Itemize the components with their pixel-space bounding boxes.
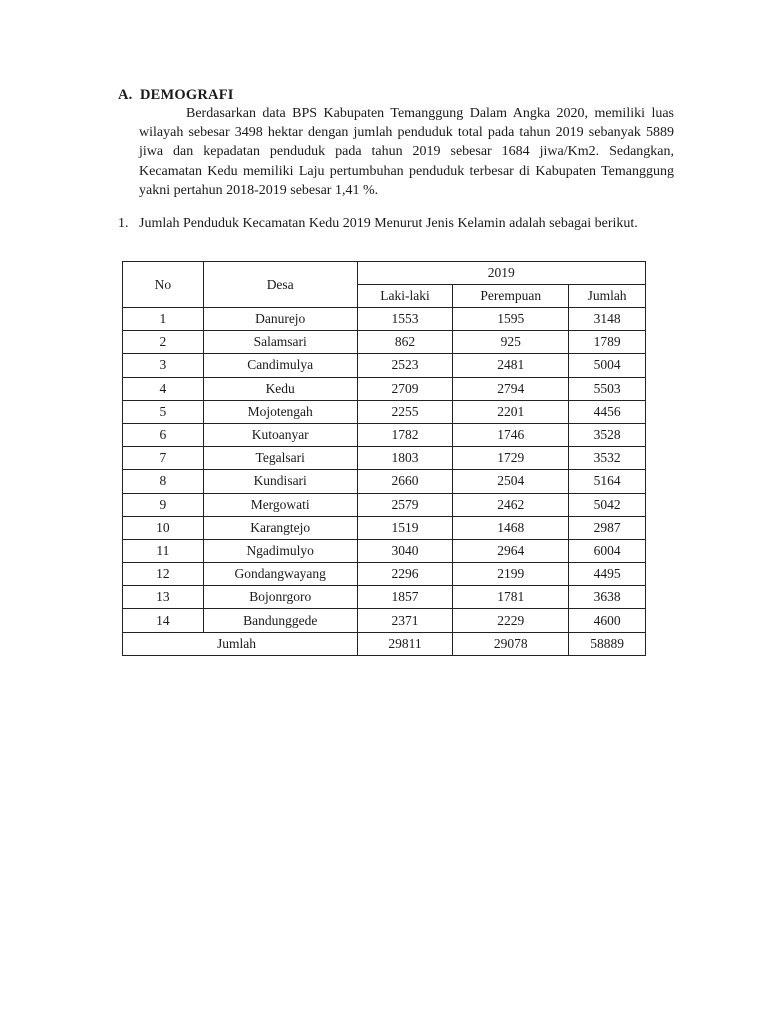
list-item-1 <box>118 214 658 233</box>
cell-perempuan: 2199 <box>453 563 569 586</box>
table-row <box>123 423 646 446</box>
cell-desa: Salamsari <box>203 331 357 354</box>
cell-jumlah: 2987 <box>569 516 646 539</box>
population-table <box>122 261 646 656</box>
header-desa: Desa <box>203 262 357 308</box>
cell-no: 8 <box>123 470 204 493</box>
cell-desa: Kedu <box>203 377 357 400</box>
cell-no: 1 <box>123 308 204 331</box>
cell-laki: 2523 <box>357 354 453 377</box>
cell-no: 14 <box>123 609 204 632</box>
table-row <box>123 539 646 562</box>
table-row <box>123 331 646 354</box>
total-jumlah: 58889 <box>569 632 646 655</box>
header-jumlah: Jumlah <box>569 285 646 308</box>
table-row <box>123 586 646 609</box>
cell-perempuan: 2964 <box>453 539 569 562</box>
cell-laki: 1782 <box>357 423 453 446</box>
header-perempuan: Perempuan <box>453 285 569 308</box>
cell-no: 10 <box>123 516 204 539</box>
cell-perempuan: 1781 <box>453 586 569 609</box>
cell-jumlah: 3528 <box>569 423 646 446</box>
cell-no: 9 <box>123 493 204 516</box>
section-title: DEMOGRAFI <box>140 87 234 103</box>
cell-no: 7 <box>123 447 204 470</box>
cell-desa: Kutoanyar <box>203 423 357 446</box>
list-item-number: 1. <box>118 216 129 231</box>
header-year: 2019 <box>357 262 645 285</box>
total-label: Jumlah <box>123 632 358 655</box>
cell-perempuan: 1746 <box>453 423 569 446</box>
table-row <box>123 563 646 586</box>
cell-perempuan: 2504 <box>453 470 569 493</box>
cell-jumlah: 1789 <box>569 331 646 354</box>
cell-laki: 2579 <box>357 493 453 516</box>
cell-desa: Mergowati <box>203 493 357 516</box>
total-perempuan: 29078 <box>453 632 569 655</box>
cell-desa: Bojonrgoro <box>203 586 357 609</box>
cell-laki: 2255 <box>357 400 453 423</box>
cell-laki: 1553 <box>357 308 453 331</box>
total-laki: 29811 <box>357 632 453 655</box>
header-no: No <box>123 262 204 308</box>
cell-laki: 3040 <box>357 539 453 562</box>
cell-no: 11 <box>123 539 204 562</box>
cell-jumlah: 4600 <box>569 609 646 632</box>
table-total-row <box>123 632 646 655</box>
cell-laki: 1803 <box>357 447 453 470</box>
cell-jumlah: 3148 <box>569 308 646 331</box>
cell-no: 12 <box>123 563 204 586</box>
cell-laki: 1857 <box>357 586 453 609</box>
table-row <box>123 493 646 516</box>
cell-jumlah: 5042 <box>569 493 646 516</box>
cell-perempuan: 925 <box>453 331 569 354</box>
cell-jumlah: 5503 <box>569 377 646 400</box>
cell-no: 6 <box>123 423 204 446</box>
header-laki: Laki-laki <box>357 285 453 308</box>
cell-jumlah: 5164 <box>569 470 646 493</box>
table-row <box>123 609 646 632</box>
table-row <box>123 470 646 493</box>
cell-no: 13 <box>123 586 204 609</box>
cell-perempuan: 1729 <box>453 447 569 470</box>
cell-no: 2 <box>123 331 204 354</box>
cell-laki: 2709 <box>357 377 453 400</box>
table-row <box>123 400 646 423</box>
cell-desa: Danurejo <box>203 308 357 331</box>
cell-laki: 2660 <box>357 470 453 493</box>
table-row <box>123 516 646 539</box>
cell-jumlah: 4456 <box>569 400 646 423</box>
table-row <box>123 447 646 470</box>
section-heading <box>118 87 234 104</box>
cell-perempuan: 2794 <box>453 377 569 400</box>
table-body <box>123 308 646 633</box>
cell-laki: 2296 <box>357 563 453 586</box>
cell-perempuan: 2229 <box>453 609 569 632</box>
cell-perempuan: 1595 <box>453 308 569 331</box>
cell-jumlah: 6004 <box>569 539 646 562</box>
cell-laki: 862 <box>357 331 453 354</box>
cell-perempuan: 2201 <box>453 400 569 423</box>
section-letter: A. <box>118 87 133 103</box>
list-item-text: Jumlah Penduduk Kecamatan Kedu 2019 Menurut Jenis Kelamin adalah sebagai berikut. <box>139 216 638 231</box>
cell-laki: 1519 <box>357 516 453 539</box>
cell-no: 4 <box>123 377 204 400</box>
cell-desa: Tegalsari <box>203 447 357 470</box>
table-row <box>123 308 646 331</box>
cell-jumlah: 3532 <box>569 447 646 470</box>
cell-desa: Mojotengah <box>203 400 357 423</box>
cell-desa: Candimulya <box>203 354 357 377</box>
cell-no: 5 <box>123 400 204 423</box>
cell-jumlah: 5004 <box>569 354 646 377</box>
cell-jumlah: 4495 <box>569 563 646 586</box>
cell-perempuan: 2462 <box>453 493 569 516</box>
cell-desa: Kundisari <box>203 470 357 493</box>
table-header-row <box>123 262 646 285</box>
cell-no: 3 <box>123 354 204 377</box>
table-row <box>123 354 646 377</box>
cell-desa: Bandunggede <box>203 609 357 632</box>
demography-paragraph: Berdasarkan data BPS Kabupaten Temanggung Dalam Angka 2020, memiliki luas wilayah sebesar 3498 hektar dengan jumlah penduduk total pada tahun 2019 sebanyak 5889 jiwa dan kepadatan penduduk pada tahun 2019 sebesar 1684 jiwa/Km2. Sedangkan, Kecamatan Kedu memiliki Laju pertumbuhan penduduk terbesar di Kabupaten Temanggung yakni pertahun 2018-2019 sebesar 1,41 %. <box>139 106 674 198</box>
table-row <box>123 377 646 400</box>
cell-perempuan: 1468 <box>453 516 569 539</box>
cell-desa: Gondangwayang <box>203 563 357 586</box>
cell-laki: 2371 <box>357 609 453 632</box>
cell-jumlah: 3638 <box>569 586 646 609</box>
cell-desa: Karangtejo <box>203 516 357 539</box>
cell-desa: Ngadimulyo <box>203 539 357 562</box>
cell-perempuan: 2481 <box>453 354 569 377</box>
